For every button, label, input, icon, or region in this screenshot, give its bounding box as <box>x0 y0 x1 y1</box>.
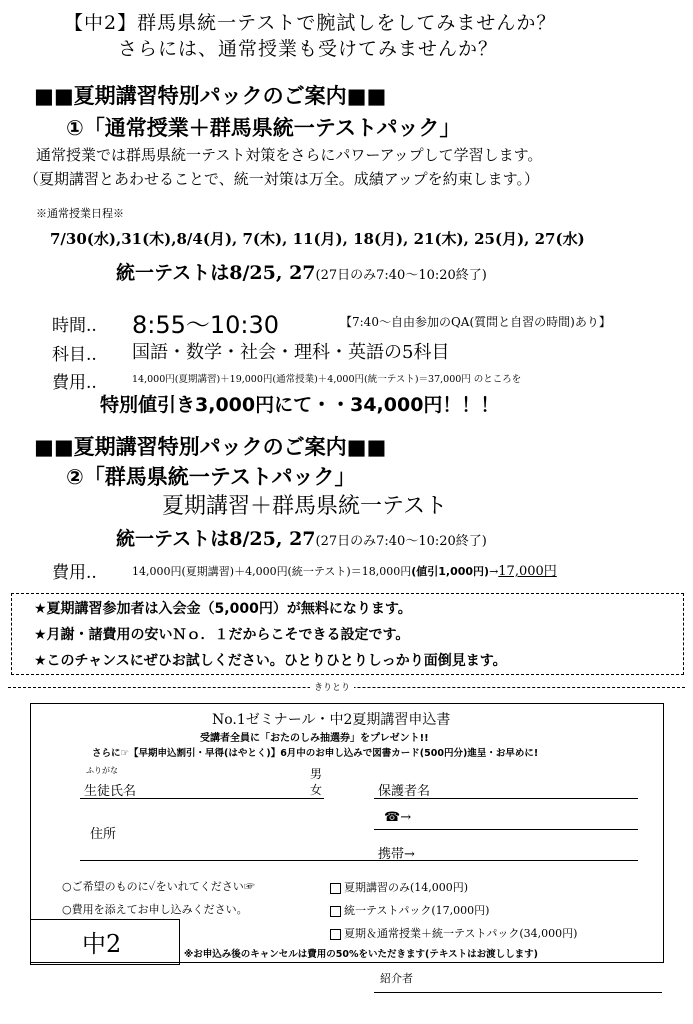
phone-field[interactable] <box>374 829 638 830</box>
subject-label: 科目.. <box>52 345 97 365</box>
fee1-value: 14,000円(夏期講習)＋19,000円(通常授業)＋4,000円(統一テスト)＝37,000円 のところを <box>132 374 522 385</box>
guardian-field[interactable] <box>374 798 638 799</box>
section1-desc-2: （夏期講習とあわせることで、統一対策は万全。成績アップを約束します。） <box>24 170 539 188</box>
instruction-2: ○費用を添えてお申し込みください。 <box>62 903 248 916</box>
subject-value: 国語・数学・社会・理科・英語の5科目 <box>132 342 450 363</box>
note-2: ★月謝・諸費用の安いＮｏ．１だからこそできる設定です。 <box>34 627 410 643</box>
test-date-main: 統一テストは8/25, 27 <box>116 262 316 284</box>
time-label: 時間.. <box>52 316 97 336</box>
test-date-main-2: 統一テストは8/25, 27 <box>116 528 316 550</box>
cancel-note: ※お申込み後のキャンセルは費用の50%をいただきます(テキストはお渡しします) <box>184 949 538 960</box>
discount-headline: 特別値引き3,000円にて・・34,000円！！！ <box>100 394 500 416</box>
header-line-2: さらには、通常授業も受けてみませんか？ <box>118 38 499 60</box>
fee2-final: 17,000円 <box>498 564 557 579</box>
fee2-arrow: → <box>489 565 499 578</box>
phone-label: ☎→ <box>384 810 412 825</box>
header-line-1: 【中2】群馬県統一テストで腕試しをしてみませんか？ <box>64 12 557 34</box>
option-3-label: 夏期＆通常授業＋統一テストパック(34,000円) <box>344 927 578 940</box>
section1-title: ■■夏期講習特別パックのご案内■■ <box>34 84 387 108</box>
option-1[interactable] <box>330 879 468 895</box>
fee2-label: 費用.. <box>52 563 97 583</box>
option-1-label: 夏期講習のみ(14,000円) <box>344 881 469 894</box>
introducer-field[interactable] <box>374 992 662 993</box>
section2-subtitle: ②「群馬県統一テストパック」 <box>66 465 356 489</box>
section1-subtitle: ①「通常授業＋群馬県統一テストパック」 <box>66 116 461 140</box>
form-promo-2: さらに☞【早期申込割引・早得(はやとく)】6月中のお申し込みで図書カード(500円分)進呈・お早めに! <box>92 748 539 759</box>
section1-test-date <box>116 258 487 285</box>
gender-female[interactable]: 女 <box>310 783 323 797</box>
note-1: ★夏期講習参加者は入会金（5,000円）が無料になります。 <box>34 601 412 617</box>
section1-desc-1: 通常授業では群馬県統一テスト対策をさらにパワーアップして学習します。 <box>36 146 543 164</box>
option-1-checkbox[interactable] <box>330 883 341 894</box>
time-note: 【7:40〜自由参加のQA(質問と自習の時間)あり】 <box>340 315 611 329</box>
option-3-checkbox[interactable] <box>330 929 341 940</box>
option-2-checkbox[interactable] <box>330 906 341 917</box>
gender-male[interactable]: 男 <box>310 767 323 781</box>
test-date-note: (27日のみ7:40〜10:20終了) <box>315 268 487 283</box>
address-label: 住所 <box>90 827 117 842</box>
form-title: No.1ゼミナール・中2夏期講習申込書 <box>212 712 451 728</box>
fee1-label: 費用.. <box>52 373 97 393</box>
student-name-label: 生徒氏名 <box>84 784 137 799</box>
schedule-dates: 7/30(水),31(木),8/4(月), 7(木), 11(月), 18(月), 21(木), 25(月), 27(水) <box>50 230 585 248</box>
address-mobile-field[interactable] <box>80 860 638 861</box>
instruction-1: ○ご希望のものに✓をいれてください☞ <box>62 880 255 893</box>
option-3[interactable] <box>330 925 577 941</box>
fee2-line <box>132 560 557 579</box>
section2-test-date <box>116 524 487 551</box>
note-3: ★このチャンスにぜひお試しください。ひとりひとりしっかり面倒見ます。 <box>34 653 507 669</box>
introducer-label: 紹介者 <box>380 972 413 985</box>
cut-label: きりとり <box>310 680 354 693</box>
student-name-field[interactable] <box>80 798 324 799</box>
grade-label: 中2 <box>82 930 122 958</box>
fee2-value: 14,000円(夏期講習)＋4,000円(統一テスト)＝18,000円 <box>132 565 412 578</box>
option-2-label: 統一テストパック(17,000円) <box>344 904 490 917</box>
guardian-label: 保護者名 <box>378 784 431 799</box>
section2-heading: 夏期講習＋群馬県統一テスト <box>162 494 448 519</box>
option-2[interactable] <box>330 902 489 918</box>
section2-title: ■■夏期講習特別パックのご案内■■ <box>34 435 387 459</box>
fee2-discount: (値引1,000円) <box>411 565 490 578</box>
mobile-label: 携帯→ <box>378 847 415 862</box>
time-value: 8:55〜10:30 <box>132 311 280 339</box>
furigana-label: ふりがな <box>86 766 118 775</box>
form-promo-1: 受講者全員に「おたのしみ抽選券」をプレゼント!! <box>200 733 429 744</box>
test-date-note-2: (27日のみ7:40〜10:20終了) <box>315 534 487 549</box>
schedule-label: ※通常授業日程※ <box>36 207 124 220</box>
